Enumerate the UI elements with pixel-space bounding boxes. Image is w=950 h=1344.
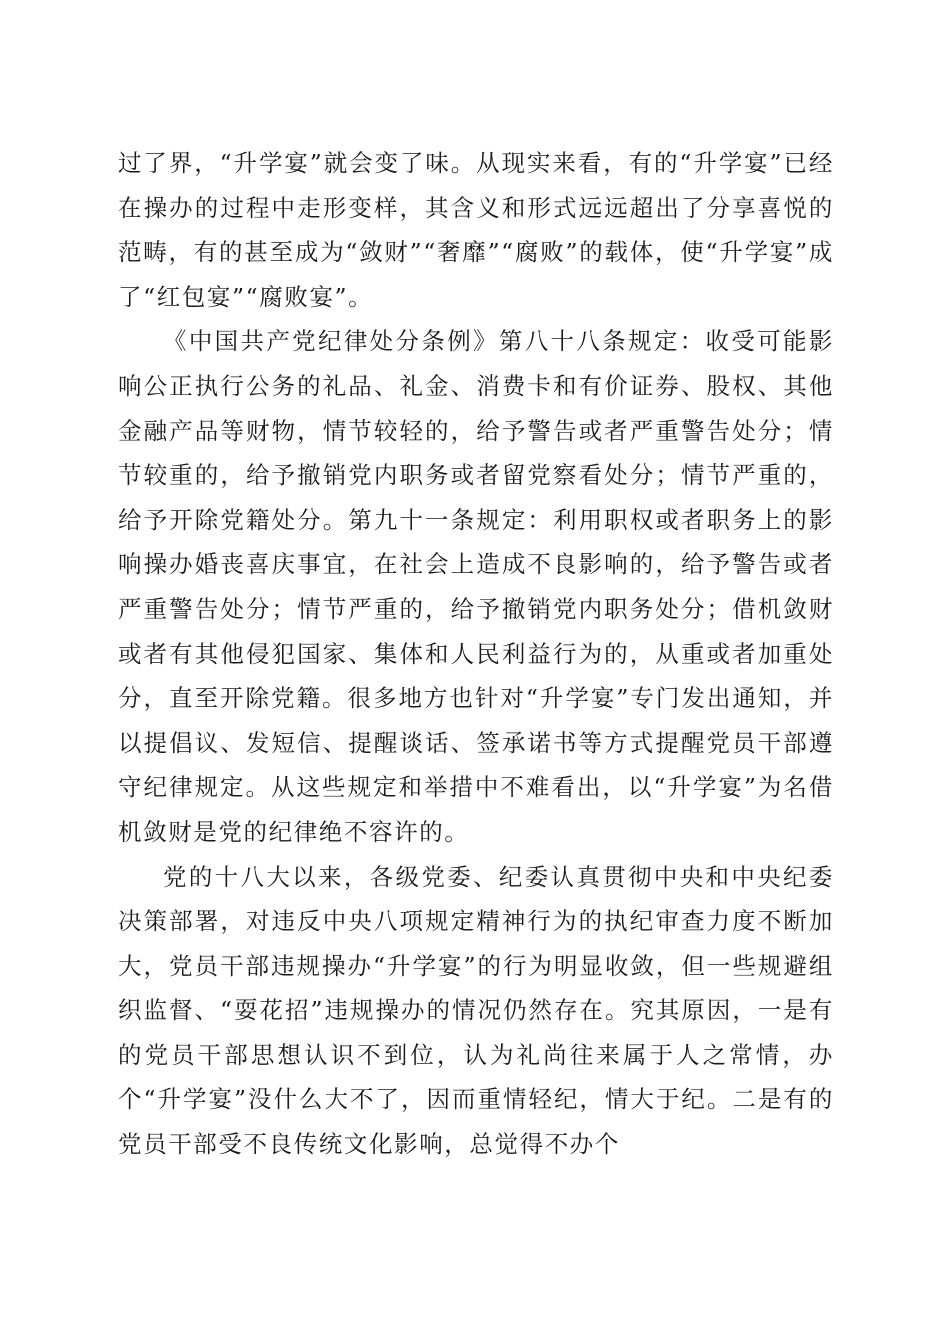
paragraph-continuation: 过了界，“升学宴”就会变了味。从现实来看，有的“升学宴”已经在操办的过程中走形变样，其含义和形式远远超出了分享喜悦的范畴，有的甚至成为“敛财”“奢靡”“腐败”的载体，使“升学宴”成了“红包宴”“腐败宴”。 [118,149,834,311]
paragraph-regulations: 《中国共产党纪律处分条例》第八十八条规定：收受可能影响公正执行公务的礼品、礼金、消费卡和有价证券、股权、其他金融产品等财物，情节较轻的，给予警告或者严重警告处分；情节较重的，给予撤销党内职务或者留党察看处分；情节严重的，给予开除党籍处分。第九十一条规定：利用职权或者职务上的影响操办婚丧喜庆事宜，在社会上造成不良影响的，给予警告或者严重警告处分；情节严重的，给予撤销党内职务处分；借机敛财或者有其他侵犯国家、集体和人民利益行为的，从重或者加重处分，直至开除党籍。很多地方也针对“升学宴”专门发出通知，并以提倡议、发短信、提醒谈话、签承诺书等方式提醒党员干部遵守纪律规定。从这些规定和举措中不难看出，以“升学宴”为名借机敛财是党的纪律绝不容许的。 [118,327,834,846]
body-text [118,141,834,1167]
paragraph-analysis: 党的十八大以来，各级党委、纪委认真贯彻中央和中央纪委决策部署，对违反中央八项规定精神行为的执纪审查力度不断加大，党员干部违规操办“升学宴”的行为明显收敛，但一些规避组织监督、“耍花招”违规操办的情况仍然存在。究其原因，一是有的党员干部思想认识不到位，认为礼尚往来属于人之常情，办个“升学宴”没什么大不了，因而重情轻纪，情大于纪。二是有的党员干部受不良传统文化影响，总觉得不办个 [118,862,834,1159]
